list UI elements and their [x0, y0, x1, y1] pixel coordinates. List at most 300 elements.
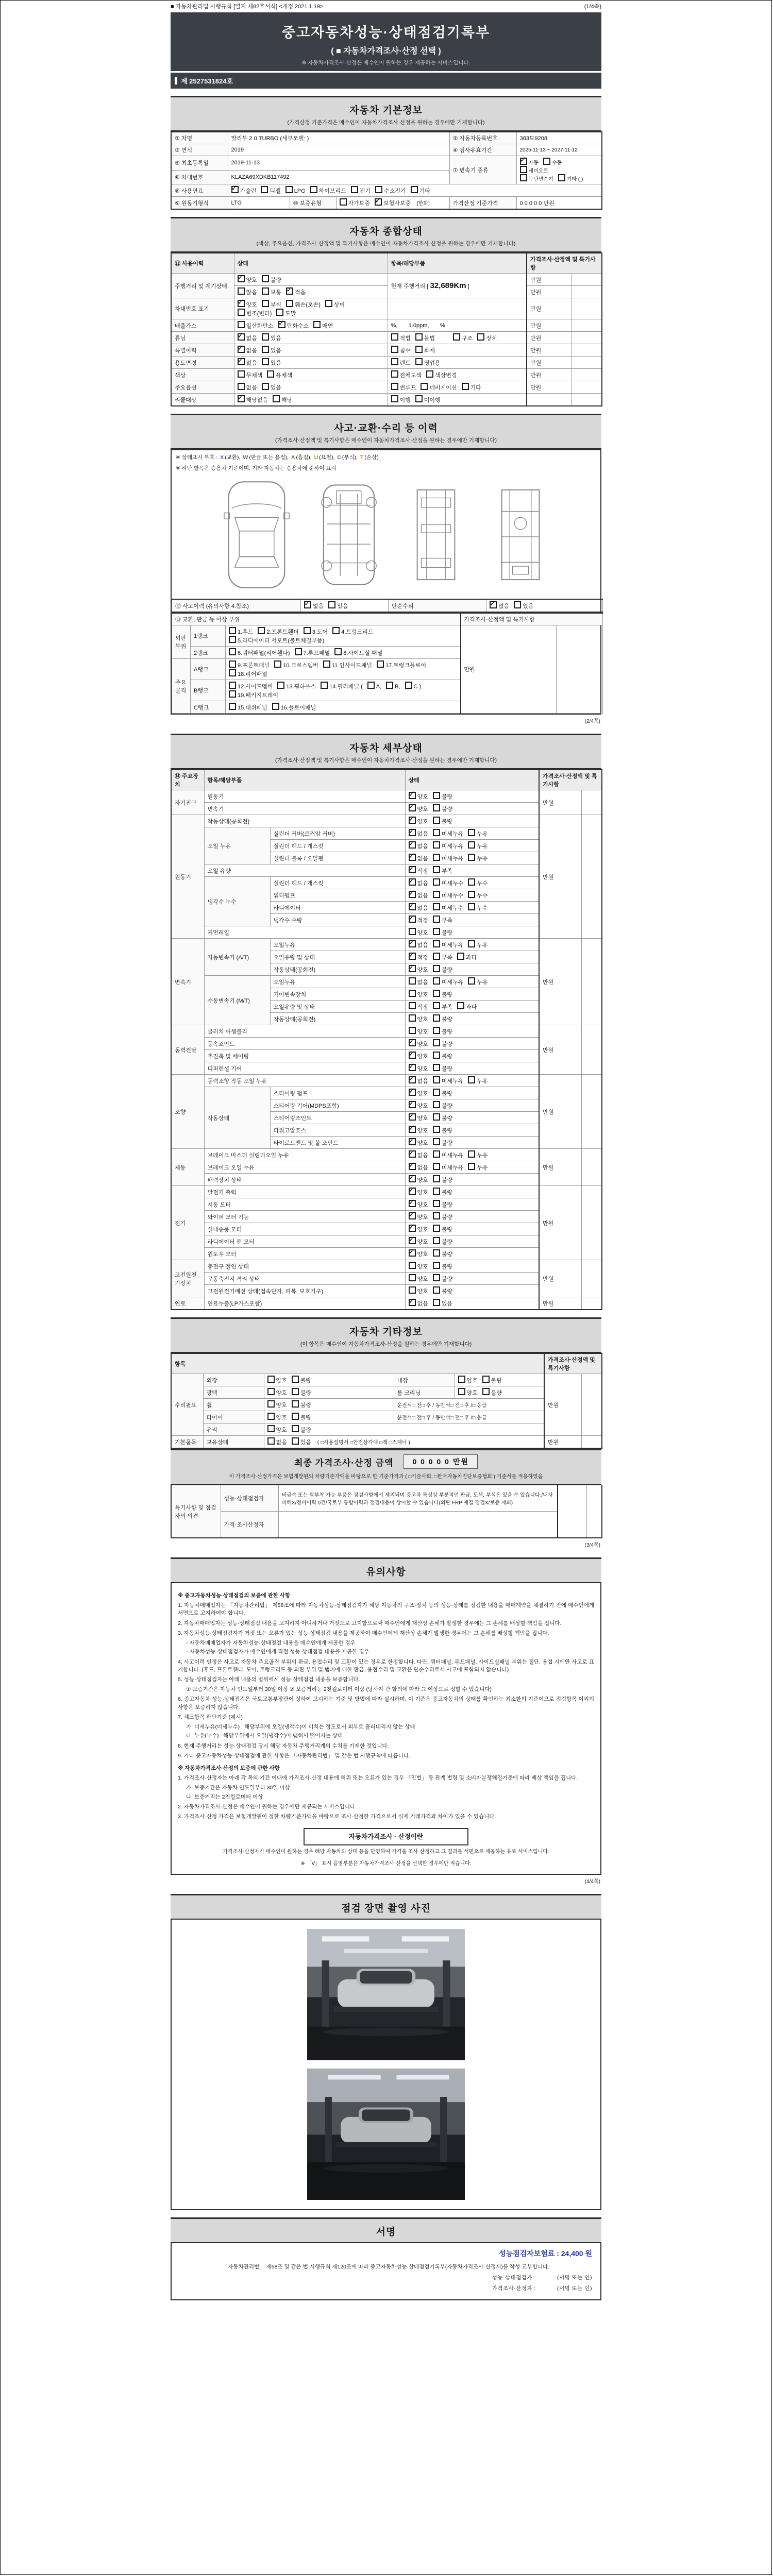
option-양호 [409, 1225, 428, 1233]
checkbox-누유[interactable] [468, 841, 475, 849]
checkbox-전체도색[interactable] [391, 370, 398, 378]
checkbox-9.프론트패널[interactable] [229, 660, 236, 668]
checkbox-누유[interactable] [468, 940, 475, 947]
part-label: 라디에이터 [270, 902, 405, 914]
checkbox-양호[interactable] [409, 1225, 416, 1232]
checkbox-누유[interactable] [468, 1150, 475, 1158]
checkbox-없음[interactable] [409, 829, 416, 836]
checkbox-불량[interactable] [433, 1262, 440, 1269]
checkbox-불량[interactable] [433, 1039, 440, 1046]
checkbox-미세누수[interactable] [433, 891, 440, 898]
checkbox-양호[interactable] [409, 1262, 416, 1269]
checkbox-양호[interactable] [409, 990, 416, 997]
checkbox-LPG[interactable] [285, 186, 293, 193]
checkbox-부식[interactable] [262, 300, 269, 307]
checkbox-불량[interactable] [433, 928, 440, 935]
checkbox-미세누유[interactable] [433, 841, 440, 849]
checkbox-누유[interactable] [468, 1163, 475, 1170]
checkbox-무채색[interactable] [238, 370, 245, 378]
checkbox-17.트렁크플로어[interactable] [377, 660, 384, 668]
checkbox-12.사이드멤버[interactable] [229, 682, 236, 689]
checkbox-적정[interactable] [409, 953, 416, 960]
option-1.후드 [229, 627, 253, 636]
option-없음 [409, 878, 428, 887]
checkbox-불량[interactable] [433, 1274, 440, 1281]
option-label: 기타 [419, 188, 430, 194]
checkbox-양호[interactable] [409, 1237, 416, 1244]
note-cell [581, 1025, 602, 1075]
checkbox-불량[interactable] [433, 1138, 440, 1145]
checkbox-양호[interactable] [409, 1138, 416, 1145]
checkbox-불량[interactable] [433, 1052, 440, 1059]
checkbox-불량[interactable] [433, 1188, 440, 1195]
checkbox-부족[interactable] [433, 866, 440, 873]
checkbox-A,[interactable] [367, 682, 375, 689]
checkbox-보통[interactable] [262, 287, 269, 295]
option-label: 없음 [246, 360, 257, 366]
row-label: 주요옵션 [171, 381, 234, 394]
checkbox-있음[interactable] [328, 601, 335, 608]
checkbox-일산화탄소[interactable] [238, 321, 245, 328]
checkbox-불량[interactable] [292, 1376, 299, 1383]
checkbox-보험사보증[interactable] [375, 198, 382, 206]
checkbox-불량[interactable] [433, 1089, 440, 1096]
checkbox-훼손(오손)[interactable] [286, 300, 293, 307]
checkbox-양호[interactable] [409, 792, 416, 799]
checkbox-16.플로어패널[interactable] [272, 703, 279, 710]
checkbox-미세누유[interactable] [433, 1150, 440, 1158]
checkbox-불량[interactable] [433, 1101, 440, 1108]
option-label: 7.루프패널 [303, 650, 330, 656]
option-label: 영업용 [424, 360, 441, 366]
checkbox-없음[interactable] [490, 601, 497, 608]
checkbox-없음[interactable] [409, 1163, 416, 1170]
checkbox-4.트렁크리드[interactable] [332, 627, 340, 634]
option-B, [386, 682, 400, 690]
checkbox-양호[interactable] [409, 1089, 416, 1096]
checkbox-불량[interactable] [262, 275, 269, 282]
checkbox-불량[interactable] [433, 1286, 440, 1294]
field-value: 2019-11-13 [228, 156, 449, 171]
option-label: 부족 [441, 918, 453, 924]
checkbox-없음[interactable] [238, 333, 245, 341]
checkbox-누수[interactable] [468, 878, 475, 886]
option-label: 미세누수 [441, 893, 464, 899]
option-label: 불량 [441, 1177, 453, 1183]
option-label: 불량 [441, 992, 453, 998]
option-label: 양호 [417, 1054, 428, 1060]
option-3.도어 [304, 627, 328, 636]
checkbox-없음[interactable] [409, 878, 416, 886]
checkbox-19.패키지트레이[interactable] [229, 690, 236, 698]
option-label: 미세누유 [441, 843, 464, 850]
checkbox-13.휠하우스[interactable] [277, 682, 284, 689]
checkbox-불량[interactable] [433, 792, 440, 799]
state-options [405, 889, 539, 902]
field-label: ④ 검사유효기간 [449, 144, 516, 156]
option-label: 14.필러패널 ( [329, 684, 363, 690]
checkbox-불량[interactable] [433, 965, 440, 972]
checkbox-불량[interactable] [433, 1212, 440, 1219]
option-label: 있음 [523, 603, 534, 609]
checkbox-있음[interactable] [262, 333, 269, 341]
option-유채색 [267, 370, 292, 379]
checkbox-과다[interactable] [457, 1002, 464, 1009]
checkbox-18.리어패널[interactable] [229, 669, 236, 676]
option-없음 [490, 601, 509, 610]
item-option-group [391, 383, 486, 392]
checkbox-양호[interactable] [267, 1388, 275, 1395]
checkbox-자동[interactable] [520, 158, 527, 165]
checkbox-5.라디에이터 서포트(볼트체결부품)[interactable] [229, 636, 236, 643]
checkbox-없음[interactable] [409, 854, 416, 861]
checkbox-있음[interactable] [262, 346, 269, 353]
checkbox-양호[interactable] [238, 300, 245, 307]
checkbox-없음[interactable] [409, 1076, 416, 1083]
checkbox-양호[interactable] [458, 1388, 465, 1395]
part-label: 배력장치 상태 [204, 1174, 405, 1186]
checkbox-침수[interactable] [391, 346, 398, 353]
checkbox-없음[interactable] [238, 383, 245, 390]
checkbox-변조(변타)[interactable] [238, 309, 245, 316]
checkbox-해당없음[interactable] [238, 395, 245, 402]
option-label: 화재 [424, 348, 435, 354]
checkbox-불량[interactable] [433, 1237, 440, 1244]
checkbox-누수[interactable] [468, 903, 475, 910]
checkbox-수동[interactable] [543, 158, 550, 165]
section-title: 자동차 기타정보 [349, 1327, 423, 1337]
checkbox-양호[interactable] [409, 1126, 416, 1133]
checkbox-양호[interactable] [267, 1425, 275, 1432]
checkbox-양호[interactable] [409, 804, 416, 811]
current-mileage: 32,689Km [430, 281, 466, 290]
checkbox-미세누수[interactable] [433, 903, 440, 910]
option-label: 부식 [270, 302, 282, 308]
checkbox-해당[interactable] [273, 395, 280, 402]
checkbox-미세누유[interactable] [433, 1076, 440, 1083]
option-많음 [238, 287, 257, 296]
checkbox-14.필러패널 ([interactable] [321, 682, 328, 689]
checkbox-영업용[interactable] [415, 358, 423, 365]
checkbox-기타[interactable] [462, 383, 469, 390]
checkbox-양호[interactable] [409, 928, 416, 935]
option-label: 2.프론트휀더 [266, 629, 299, 635]
checkbox-없음[interactable] [238, 346, 245, 353]
option-label: 탄화수소 [287, 323, 309, 329]
option-label: 11.인사이드패널 [331, 663, 372, 669]
checkbox-10.크로스멤버[interactable] [274, 660, 281, 668]
checkbox-불량[interactable] [433, 1249, 440, 1257]
checkbox-불량[interactable] [433, 1027, 440, 1034]
checkbox-불량[interactable] [433, 1126, 440, 1133]
checkbox-미세누유[interactable] [433, 977, 440, 985]
checkbox-불량[interactable] [433, 1113, 440, 1121]
option-label: 불량 [441, 1029, 453, 1035]
option-label: 미세누유 [441, 1078, 464, 1084]
checkbox-불량[interactable] [433, 1175, 440, 1182]
state-options [405, 963, 539, 976]
field-value: LTG [228, 197, 290, 210]
part-label: 시동 모터 [204, 1198, 405, 1211]
option-label: 양호 [417, 1227, 428, 1233]
checkbox-11.인사이드패널[interactable] [323, 660, 330, 668]
note-cell [581, 1260, 602, 1297]
status-code-A: A [291, 454, 295, 461]
checkbox-불량[interactable] [292, 1400, 299, 1408]
option-부족 [433, 916, 452, 924]
checkbox-양호[interactable] [409, 1274, 416, 1281]
fuel-options [228, 184, 602, 197]
option-미세누유 [433, 1076, 464, 1085]
checkbox-부족[interactable] [433, 953, 440, 960]
notice-item: 2. 자동차가격조사·산정은 매수인이 원하는 경우에만 제공되는 서비스입니다. [178, 1803, 357, 1810]
option-label: 없음 [246, 385, 257, 391]
checkbox-양호[interactable] [267, 1376, 275, 1383]
checkbox-불량[interactable] [292, 1413, 299, 1420]
state-options [234, 298, 388, 319]
option-무채색 [238, 370, 263, 379]
checkbox-없음[interactable] [409, 940, 416, 947]
checkbox-미이행[interactable] [415, 395, 423, 402]
column-header: 항목 [171, 1353, 544, 1374]
checkbox-불량[interactable] [292, 1388, 299, 1395]
checkbox-C )[interactable] [405, 682, 412, 689]
row-label: 단순수리 [389, 599, 486, 612]
checkbox-누수[interactable] [468, 891, 475, 898]
checkbox-있음[interactable] [262, 358, 269, 365]
checkbox-양호[interactable] [409, 1286, 416, 1294]
option-불량 [292, 1400, 311, 1409]
checkbox-있음[interactable] [262, 383, 269, 390]
checkbox-2.프론트휀더[interactable] [258, 627, 265, 634]
column-header: 상태 [234, 253, 388, 274]
section-photos-header [171, 1894, 601, 1920]
checkbox-하이브리드[interactable] [310, 186, 317, 193]
checkbox-적정[interactable] [409, 1002, 416, 1009]
checkbox-장치[interactable] [477, 333, 484, 341]
option-label: 불량 [441, 1103, 453, 1109]
checkbox-없음[interactable] [409, 1299, 416, 1306]
checkbox-도말[interactable] [276, 309, 283, 316]
checkbox-불량[interactable] [433, 1200, 440, 1207]
checkbox-8.사이드실 패널[interactable] [334, 648, 342, 655]
part-label: 등속죠인트 [204, 1038, 405, 1050]
checkbox-많음[interactable] [238, 287, 245, 295]
checkbox-불량[interactable] [433, 804, 440, 811]
part-label: 브레이크 오일 누유 [204, 1161, 405, 1174]
option-label: 불량 [441, 1115, 453, 1122]
checkbox-화재[interactable] [415, 346, 423, 353]
checkbox-불량[interactable] [433, 1225, 440, 1232]
option-label: 양호 [417, 992, 428, 998]
checkbox-전기[interactable] [351, 186, 358, 193]
checkbox-불량[interactable] [433, 1064, 440, 1071]
inspector-signature-line[interactable] [180, 2274, 592, 2281]
checkbox-없음[interactable] [409, 891, 416, 898]
checkbox-양호[interactable] [458, 1376, 465, 1383]
checkbox-네비게이션[interactable] [421, 383, 428, 390]
price-cell: 만원 [527, 298, 571, 319]
checkbox-없음[interactable] [409, 977, 416, 985]
checkbox-없음[interactable] [409, 1150, 416, 1158]
checkbox-양호[interactable] [409, 1101, 416, 1108]
checkbox-있음[interactable] [514, 601, 521, 608]
row-label: 리콜대상 [171, 394, 234, 406]
option-label: 없음 [417, 1165, 428, 1171]
part-label: 스티어링조인트 [270, 1112, 405, 1124]
checkbox-디젤[interactable] [261, 186, 268, 193]
option-미세누수 [433, 878, 464, 887]
appraiser-signature-line[interactable] [180, 2284, 592, 2292]
checkbox-가솔린[interactable] [231, 186, 239, 193]
checkbox-불량[interactable] [433, 990, 440, 997]
status-code-note: ※ 하단 항목은 승용차 기준이며, 기타 자동차는 승용차에 준하여 표시 [176, 465, 337, 471]
option-label: 양호 [417, 1190, 428, 1196]
checkbox-있음[interactable] [433, 1299, 440, 1306]
checkbox-미세누수[interactable] [433, 878, 440, 886]
checkbox-15.대쉬패널[interactable] [229, 703, 236, 710]
state-options [405, 902, 539, 914]
checkbox-없음[interactable] [409, 841, 416, 849]
checkbox-누유[interactable] [468, 1076, 475, 1083]
option-label: 양호 [417, 1251, 428, 1258]
checkbox-매연[interactable] [313, 321, 321, 328]
part-label: 오일누유 [270, 976, 405, 988]
section-title: 점검 장면 촬영 사진 [341, 1903, 431, 1914]
checkbox-기타[interactable] [411, 186, 418, 193]
option-없음 [238, 333, 257, 342]
option-5.라디에이터 서포트(볼트체결부품) [229, 636, 324, 645]
checkbox-부족[interactable] [433, 1002, 440, 1009]
option-label: 미세누유 [441, 831, 464, 837]
checkbox-불량[interactable] [433, 1014, 440, 1022]
checkbox-과다[interactable] [457, 953, 464, 960]
checkbox-누유[interactable] [468, 854, 475, 861]
checkbox-양호[interactable] [409, 965, 416, 972]
option-label: 양호 [417, 967, 428, 973]
checkbox-양호[interactable] [409, 1188, 416, 1195]
checkbox-상이[interactable] [325, 300, 332, 307]
checkbox-렌트[interactable] [391, 358, 398, 365]
checkbox-1.후드[interactable] [229, 627, 236, 634]
rank-label: 1랭크 [191, 625, 226, 647]
checkbox-없음[interactable] [238, 358, 245, 365]
document-title: 중고자동차성능·상태점검기록부 [281, 25, 491, 40]
checkbox-적정[interactable] [409, 916, 416, 923]
option-label: 양호 [417, 1128, 428, 1134]
row-label: ⑬ 교환, 판금 등 이상 부위 [172, 613, 461, 625]
checkbox-미세누유[interactable] [433, 829, 440, 836]
option-label: 양호 [417, 1115, 428, 1122]
checkbox-양호[interactable] [409, 1249, 416, 1257]
option-label: 변조(변타) [246, 311, 272, 317]
checkbox-양호[interactable] [409, 1014, 416, 1022]
checkbox-기타 ( )[interactable] [558, 174, 565, 181]
checkbox-양호[interactable] [409, 817, 416, 824]
option-기타 [411, 186, 430, 195]
checkbox-썬루프[interactable] [391, 383, 398, 390]
section-subtitle: (가격조사·산정액 및 특기사항은 매수인이 자동차가격조사·산정을 원하는 경우에만 기재합니다) [275, 437, 497, 444]
checkbox-이행[interactable] [391, 395, 398, 402]
checkbox-불법[interactable] [415, 333, 423, 341]
checkbox-누유[interactable] [468, 977, 475, 985]
note-cell [571, 298, 602, 319]
checkbox-없음[interactable] [304, 601, 311, 608]
car-underbody-diagram [313, 478, 385, 591]
section-subtitle: (가격조사·산정액 및 특기사항은 매수인이 자동차가격조사·산정을 원하는 경우에만 기재합니다) [275, 757, 497, 764]
checkbox-양호[interactable] [409, 1212, 416, 1219]
option-수소전기 [375, 186, 406, 195]
checkbox-불량[interactable] [292, 1425, 299, 1432]
checkbox-불량[interactable] [482, 1376, 490, 1383]
checkbox-양호[interactable] [267, 1400, 275, 1408]
checkbox-무단변속기[interactable] [520, 174, 527, 181]
option-label: 양호 [246, 277, 257, 283]
note-cell [581, 1374, 602, 1436]
checkbox-B,[interactable] [386, 682, 393, 689]
checkbox-양호[interactable] [409, 1064, 416, 1071]
checkbox-색상변경[interactable] [426, 370, 433, 378]
checkbox-양호[interactable] [409, 1200, 416, 1207]
checkbox-구조[interactable] [453, 333, 460, 341]
checkbox-적법[interactable] [391, 333, 398, 341]
option-11.인사이드패널 [323, 660, 372, 669]
checkbox-3.도어[interactable] [304, 627, 311, 634]
checkbox-양호[interactable] [409, 1052, 416, 1059]
option-label: 전기 [359, 188, 371, 194]
checkbox-유채색[interactable] [267, 370, 274, 378]
checkbox-양호[interactable] [409, 1175, 416, 1182]
checkbox-양호[interactable] [267, 1413, 275, 1420]
checkbox-탄화수소[interactable] [278, 321, 285, 328]
checkbox-자가보증[interactable] [340, 198, 347, 206]
checkbox-미세누유[interactable] [433, 854, 440, 861]
checkbox-불량[interactable] [433, 817, 440, 824]
option-label: 양호 [276, 1390, 287, 1396]
checkbox-양호[interactable] [409, 1039, 416, 1046]
checkbox-없음[interactable] [267, 1437, 275, 1445]
checkbox-적정[interactable] [409, 866, 416, 873]
checkbox-양호[interactable] [409, 1027, 416, 1034]
checkbox-없음[interactable] [409, 903, 416, 910]
checkbox-7.루프패널[interactable] [295, 648, 302, 655]
checkbox-부족[interactable] [433, 916, 440, 923]
option-누유 [468, 1076, 488, 1085]
row-label: 내장 [394, 1374, 455, 1386]
checkbox-누유[interactable] [468, 829, 475, 836]
basic-info-table-root [171, 131, 601, 210]
checkbox-미세누유[interactable] [433, 1163, 440, 1170]
checkbox-미세누유[interactable] [433, 940, 440, 947]
checkbox-양호[interactable] [238, 275, 245, 282]
checkbox-불량[interactable] [482, 1388, 490, 1395]
option-불량 [433, 1126, 452, 1134]
option-label: 불량 [441, 806, 453, 812]
checkbox-있음[interactable] [292, 1437, 299, 1445]
checkbox-양호[interactable] [409, 1113, 416, 1121]
checkbox-6.쿼터패널(리어휀다)[interactable] [229, 648, 236, 655]
checkbox-수소전기[interactable] [375, 186, 382, 193]
option-18.리어패널 [229, 669, 267, 678]
checkbox-적음[interactable] [286, 287, 293, 295]
option-양호 [409, 990, 428, 998]
checkbox-세미오토[interactable] [520, 166, 527, 173]
option-label: 9.프론트패널 [238, 663, 270, 669]
row-label: 색상 [171, 369, 234, 381]
device-group-label: 제동 [171, 1149, 204, 1186]
field-value: 2025-11-13 ~ 2027-11-12 [516, 144, 602, 156]
state-options [405, 1260, 539, 1273]
